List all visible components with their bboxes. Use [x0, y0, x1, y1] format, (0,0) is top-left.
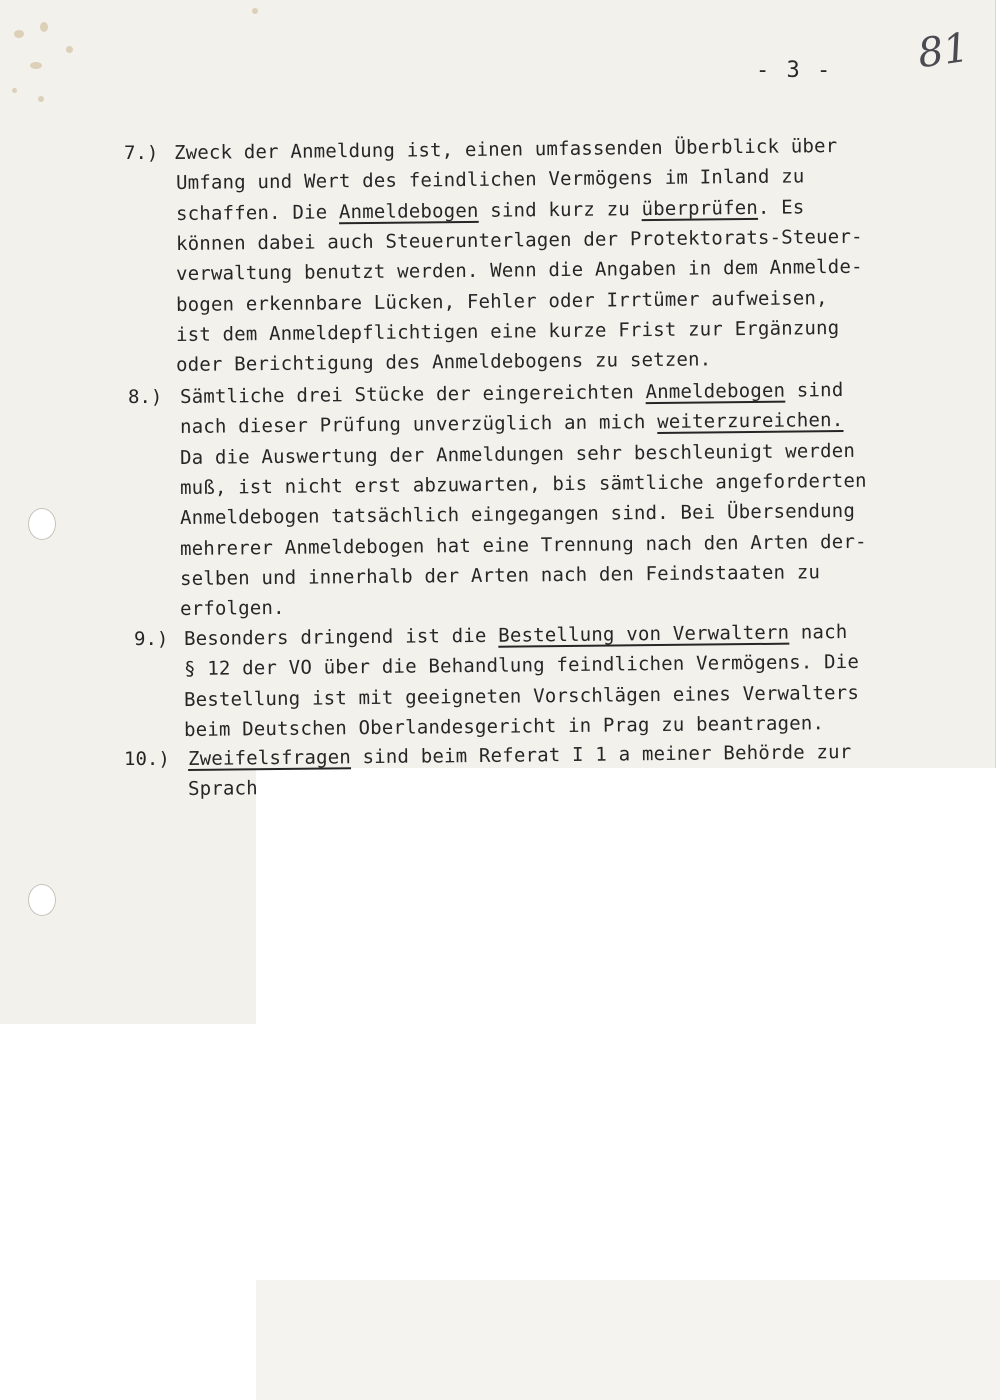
text-segment: erfolgen.	[179, 596, 285, 621]
item-number: 9.)	[134, 628, 169, 650]
underlined-term: überprüfen	[641, 196, 759, 220]
text-segment: nach dieser Prüfung unverzüglich an mich	[179, 411, 658, 439]
text-segment: Da die Auswertung der Anmeldungen sehr beschleunigt werden	[179, 439, 856, 469]
text-segment: . Es	[757, 196, 805, 219]
text-segment: können dabei auch Steuerunterlagen der Protektorats-Steuer-	[175, 225, 863, 255]
text-segment: Bestellung ist mit geeigneten Vorschlägen eines Verwalters	[183, 681, 860, 711]
text-segment: Umfang und Wert des feindlichen Vermögens im Inland zu	[175, 165, 805, 195]
underlined-term: Anmeldebogen	[338, 199, 479, 223]
underlined-term: weiterzureichen.	[657, 409, 844, 434]
text-segment: ist dem Anmeldepflichtigen eine kurze Frist zur Ergänzung	[175, 316, 840, 346]
text-segment: sind beim Referat I 1 a meiner Behörde zur	[350, 741, 852, 769]
text-segment: bogen erkennbare Lücken, Fehler oder Irrtümer aufweisen,	[175, 286, 828, 316]
folio-mark: 81	[915, 24, 972, 78]
underlined-term: Anmeldebogen	[645, 379, 786, 404]
text-line	[180, 597, 285, 620]
text-segment: Anmeldebogen tatsächlich eingegangen sind. Bei Übersendung	[179, 500, 856, 530]
text-segment: Sprach	[187, 777, 258, 801]
text-segment: sind	[785, 379, 844, 402]
text-segment: Sämtliche drei Stücke der eingereichten	[179, 381, 646, 408]
text-segment: beim Deutschen Oberlandesgericht in Prag zu beantragen.	[183, 712, 825, 741]
text-segment: selben und innerhalb der Arten nach den Feindstaaten zu	[179, 561, 821, 590]
document-page-bottom-strip	[256, 1280, 1000, 1400]
underlined-term: Zweifelsfragen	[187, 746, 352, 770]
item-number: 8.)	[128, 386, 163, 408]
text-segment: verwaltung benutzt werden. Wenn die Angaben in dem Anmelde-	[175, 255, 863, 286]
text-segment: nach	[789, 621, 848, 644]
text-segment: § 12 der VO über die Behandlung feindlichen Vermögens. Die	[183, 651, 860, 681]
text-segment: Zweck der Anmeldung ist, einen umfassenden Überblick über	[173, 135, 838, 164]
underlined-term: Bestellung von Verwaltern	[498, 621, 790, 647]
punch-hole	[28, 884, 56, 916]
punch-hole	[28, 508, 56, 540]
text-segment: oder Berichtigung des Anmeldebogens zu setzen.	[175, 348, 712, 377]
item-number: 7.)	[124, 142, 159, 164]
text-segment: sind kurz zu	[478, 197, 642, 222]
item-number: 10.)	[124, 748, 170, 770]
text-segment: mehrerer Anmeldebogen hat eine Trennung nach den Arten der-	[179, 530, 867, 560]
page-number: - 3 -	[756, 58, 833, 83]
text-line	[188, 778, 258, 801]
text-segment: schaffen. Die	[175, 200, 340, 225]
text-segment: muß, ist nicht erst abzuwarten, bis sämtliche angeforderten	[179, 469, 867, 499]
text-segment: Besonders dringend ist die	[183, 624, 499, 650]
